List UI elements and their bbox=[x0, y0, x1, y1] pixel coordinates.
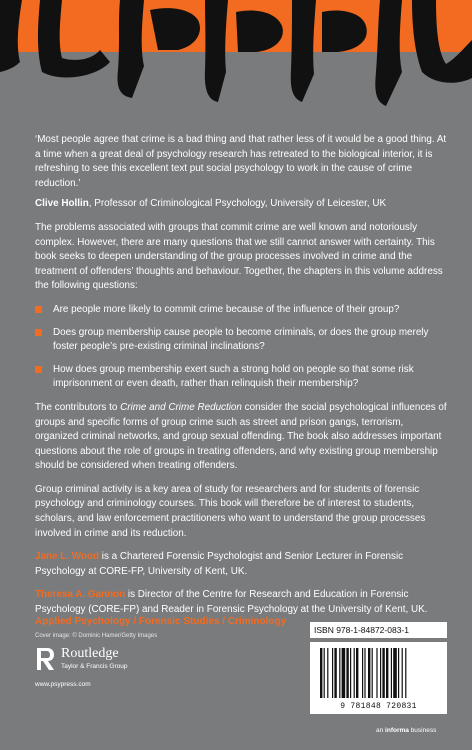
square-bullet-icon bbox=[35, 366, 42, 373]
question-list bbox=[35, 303, 447, 392]
barcode-bar bbox=[364, 648, 365, 698]
barcode-bar bbox=[398, 648, 399, 698]
barcode-bar bbox=[380, 648, 381, 698]
publisher-block bbox=[35, 646, 185, 706]
informa-business-tag bbox=[376, 727, 436, 734]
barcode-bar bbox=[391, 648, 392, 698]
intro-paragraph: The problems associated with groups that commit crime are well known and notoriously complex. However, there are many questions that we still cannot answer with certainty. This book seeks to deepen understanding of the group processes involved in crime and the treatment of offenders’ thoughts and behaviour. Together, the chapters in this volume address the following questions: bbox=[35, 221, 443, 292]
contributors-text-end: consider the social psychological influences of groups and specific forms of group crime such as street and prison gangs, terrorism, organized criminal networks, and group sexual offending. The book also addresses important questions about the role of groups in treating offenders, and why existing group membership should be considered when treating offenders. bbox=[35, 401, 447, 472]
author-bio-text: is a Chartered Forensic Psychologist and Senior Lecturer in Forensic Psychology at CORE-FP, University of Kent, UK. bbox=[35, 551, 404, 577]
endorser-affiliation: , Professor of Criminological Psychology, University of Leicester, UK bbox=[88, 198, 387, 210]
subject-categories: Applied Psychology / Forensic Studies / Criminology bbox=[35, 616, 287, 627]
publisher-name: Routledge bbox=[61, 646, 119, 661]
author-name: Theresa A. Gannon bbox=[35, 589, 126, 601]
author-bio bbox=[35, 550, 447, 579]
barcode-bar bbox=[350, 648, 351, 698]
cover-image-credit: Cover image: © Dominic Hamer/Getty Images bbox=[35, 633, 158, 639]
isbn-number: ISBN 978-1-84872-083-1 bbox=[310, 622, 447, 638]
square-bullet-icon bbox=[35, 306, 42, 313]
endorsement-quote: ‘Most people agree that crime is a bad thing and that rather less of it would be a good thing. At a time when a great deal of psychology research has retreated to the biological interior, it is refreshing to see this excellent text put social psychology to work in the cause of crime reduction.’ bbox=[35, 134, 447, 189]
list-item bbox=[35, 363, 447, 392]
barcode-bar bbox=[368, 648, 370, 698]
informa-brand: informa bbox=[385, 727, 409, 734]
cover-artwork bbox=[0, 0, 472, 118]
barcode-bar bbox=[356, 648, 358, 698]
contributors-text-start: The contributors to bbox=[35, 401, 121, 413]
barcode-bar bbox=[362, 648, 363, 698]
square-bullet-icon bbox=[35, 329, 42, 336]
publisher-url: www.psypress.com bbox=[35, 681, 91, 688]
informa-prefix: an bbox=[376, 727, 386, 734]
contributors-paragraph bbox=[35, 401, 447, 474]
audience-paragraph: Group criminal activity is a key area of study for researchers and for students of forensic psychology and criminology courses. This book will therefore be of interest to students, scholars, and law enforcement practitioners who want to understand the group processes involved in crime and its reduction. bbox=[35, 483, 426, 539]
question-text: Are people more likely to commit crime because of the influence of their group? bbox=[53, 303, 400, 315]
back-cover-text bbox=[35, 133, 447, 627]
barcode-bar bbox=[354, 648, 355, 698]
barcode-bar bbox=[405, 648, 406, 698]
barcode-bar bbox=[376, 648, 377, 698]
barcode-bar bbox=[342, 648, 346, 698]
list-item bbox=[35, 303, 447, 318]
barcode-bars bbox=[316, 646, 441, 702]
barcode-bar bbox=[327, 648, 328, 698]
barcode-bar bbox=[332, 648, 333, 698]
author-bio-text: is Director of the Centre for Research and Education in Forensic Psychology (CORE-FP) and Reader in Forensic Psychology at the University of Kent, UK. bbox=[35, 589, 428, 616]
question-text: Does group membership cause people to become criminals, or does the group merely foster people’s pre-existing criminal inclinations? bbox=[53, 326, 429, 353]
list-item bbox=[35, 326, 447, 355]
barcode-bar bbox=[339, 648, 340, 698]
barcode-bar bbox=[346, 648, 348, 698]
barcode-bar bbox=[386, 648, 388, 698]
informa-suffix: business bbox=[408, 727, 437, 734]
author-bio bbox=[35, 588, 447, 617]
barcode bbox=[310, 642, 447, 714]
barcode-digits: 9 781848 720831 bbox=[340, 702, 417, 711]
author-name: Jane L. Wood bbox=[35, 551, 100, 563]
barcode-bar bbox=[382, 648, 384, 698]
barcode-bar bbox=[334, 648, 336, 698]
barcode-bar bbox=[402, 648, 403, 698]
barcode-bar bbox=[320, 648, 322, 698]
routledge-logo-icon bbox=[35, 646, 55, 672]
publisher-group: Taylor & Francis Group bbox=[61, 663, 128, 670]
barcode-bar bbox=[324, 648, 325, 698]
barcode-bar bbox=[372, 648, 373, 698]
question-text: How does group membership exert such a strong hold on people so that some risk imprisonment or even death, rather than relinquish their membership? bbox=[53, 363, 414, 390]
barcode-bar bbox=[393, 648, 397, 698]
endorsement-attribution bbox=[35, 197, 447, 212]
isbn-block bbox=[310, 622, 447, 732]
endorser-name: Clive Hollin bbox=[35, 198, 89, 210]
book-title: Crime and Crime Reduction bbox=[120, 401, 242, 413]
